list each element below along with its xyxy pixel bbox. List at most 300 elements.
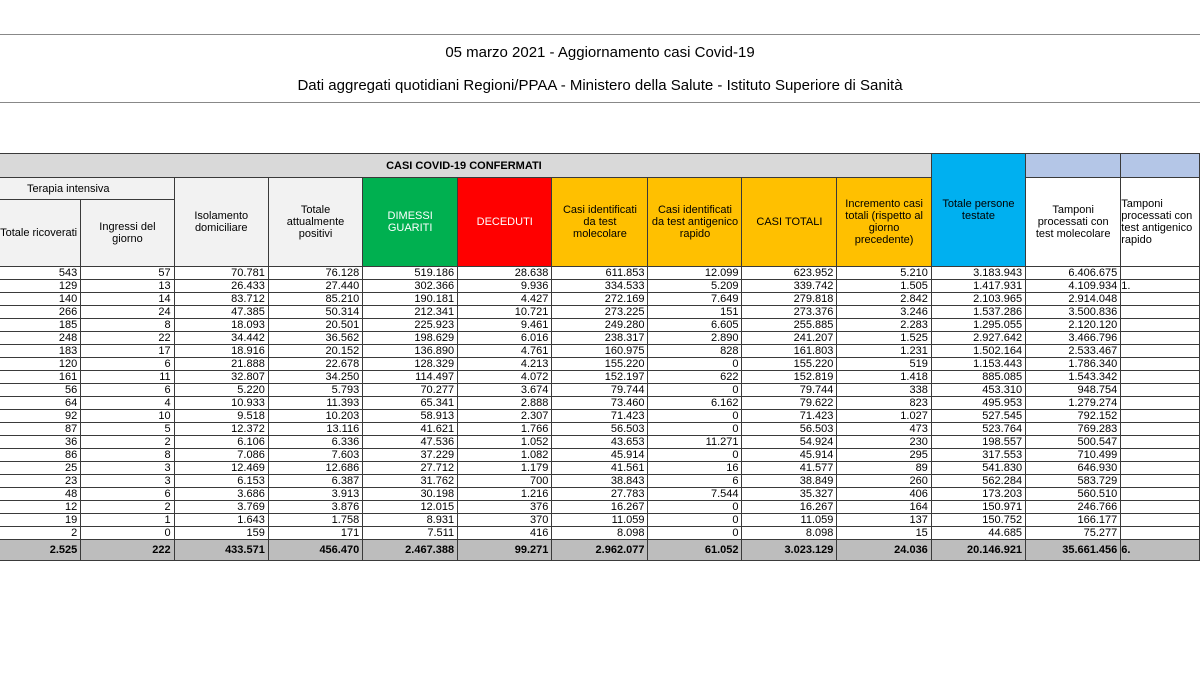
- table-cell: 519: [837, 358, 931, 371]
- table-cell: 43.653: [552, 436, 648, 449]
- table-cell: 12.099: [648, 267, 742, 280]
- table-row: [0, 475, 1200, 488]
- table-cell: 6.016: [458, 332, 552, 345]
- table-cell: 527.545: [931, 410, 1025, 423]
- total-cell: 222: [81, 540, 174, 561]
- table-cell: 5: [81, 423, 174, 436]
- blank-header-12: [1121, 154, 1200, 178]
- table-cell: 19: [0, 514, 81, 527]
- total-cell: 3.023.129: [742, 540, 837, 561]
- total-cell: 2.467.388: [363, 540, 458, 561]
- table-row: [0, 423, 1200, 436]
- table-cell: 3.674: [458, 384, 552, 397]
- table-cell: 370: [458, 514, 552, 527]
- table-cell: 8: [81, 449, 174, 462]
- table-cell: 56: [0, 384, 81, 397]
- table-cell: 21.888: [174, 358, 268, 371]
- table-cell: 541.830: [931, 462, 1025, 475]
- table-cell: 173.203: [931, 488, 1025, 501]
- table-cell: 11.271: [648, 436, 742, 449]
- col-header-dimessi-guariti: DIMESSI GUARITI: [363, 178, 458, 267]
- table-cell: 4.761: [458, 345, 552, 358]
- table-cell: 24: [81, 306, 174, 319]
- table-row: [0, 306, 1200, 319]
- table-cell: 12.686: [268, 462, 362, 475]
- table-cell: 2.888: [458, 397, 552, 410]
- table-cell: 4.427: [458, 293, 552, 306]
- table-cell: 885.085: [931, 371, 1025, 384]
- table-cell: 171: [268, 527, 362, 540]
- table-cell: 164: [837, 501, 931, 514]
- table-cell: 230: [837, 436, 931, 449]
- table-cell: 26.433: [174, 280, 268, 293]
- table-cell: 25: [0, 462, 81, 475]
- table-cell: 10.933: [174, 397, 268, 410]
- table-cell: 1.758: [268, 514, 362, 527]
- table-cell: [1121, 267, 1200, 280]
- table-cell: 58.913: [363, 410, 458, 423]
- table-cell: 700: [458, 475, 552, 488]
- table-cell: 279.818: [742, 293, 837, 306]
- table-cell: [1121, 306, 1200, 319]
- table-cell: 16: [648, 462, 742, 475]
- table-cell: 646.930: [1026, 462, 1121, 475]
- table-cell: 8.098: [552, 527, 648, 540]
- total-cell: 2.962.077: [552, 540, 648, 561]
- table-cell: 2.914.048: [1026, 293, 1121, 306]
- table-cell: 10.721: [458, 306, 552, 319]
- table-cell: 3.876: [268, 501, 362, 514]
- col-header-tamponi-antigenico: Tamponi processati con test antigenico rapido: [1121, 178, 1200, 267]
- table-row: [0, 449, 1200, 462]
- table-cell: 128.329: [363, 358, 458, 371]
- table-cell: 17: [81, 345, 174, 358]
- table-row: [0, 358, 1200, 371]
- table-cell: [1121, 449, 1200, 462]
- table-cell: 1.502.164: [931, 345, 1025, 358]
- table-cell: 225.923: [363, 319, 458, 332]
- table-cell: 11.059: [552, 514, 648, 527]
- table-row: [0, 527, 1200, 540]
- table-cell: 4: [81, 397, 174, 410]
- table-cell: 823: [837, 397, 931, 410]
- table-cell: 2.120.120: [1026, 319, 1121, 332]
- table-cell: 45.914: [552, 449, 648, 462]
- table-cell: 6.406.675: [1026, 267, 1121, 280]
- table-cell: 23: [0, 475, 81, 488]
- table-cell: 18.093: [174, 319, 268, 332]
- table-cell: 75.277: [1026, 527, 1121, 540]
- table-cell: 27.712: [363, 462, 458, 475]
- table-cell: 11: [81, 371, 174, 384]
- table-cell: 11.059: [742, 514, 837, 527]
- col-header-deceduti: DECEDUTI: [458, 178, 552, 267]
- table-cell: 28.638: [458, 267, 552, 280]
- table-cell: 2: [81, 501, 174, 514]
- table-cell: [1121, 293, 1200, 306]
- table-cell: 79.622: [742, 397, 837, 410]
- table-cell: 376: [458, 501, 552, 514]
- table-cell: 1.418: [837, 371, 931, 384]
- table-cell: 7.511: [363, 527, 458, 540]
- table-cell: 56.503: [552, 423, 648, 436]
- table-cell: 114.497: [363, 371, 458, 384]
- totals-row: [0, 540, 1200, 561]
- table-cell: [1121, 514, 1200, 527]
- table-cell: 7.603: [268, 449, 362, 462]
- table-cell: 0: [648, 410, 742, 423]
- table-cell: 0: [81, 527, 174, 540]
- table-cell: 190.181: [363, 293, 458, 306]
- table-cell: 12.372: [174, 423, 268, 436]
- total-cell: 2.525: [0, 540, 81, 561]
- table-cell: 150.752: [931, 514, 1025, 527]
- table-cell: 155.220: [552, 358, 648, 371]
- table-cell: 87: [0, 423, 81, 436]
- table-cell: 560.510: [1026, 488, 1121, 501]
- table-cell: 8.931: [363, 514, 458, 527]
- table-cell: 1.417.931: [931, 280, 1025, 293]
- total-cell: 6.: [1121, 540, 1200, 561]
- table-cell: 500.547: [1026, 436, 1121, 449]
- table-cell: 13.116: [268, 423, 362, 436]
- table-cell: 2.890: [648, 332, 742, 345]
- table-cell: [1121, 527, 1200, 540]
- table-cell: 0: [648, 501, 742, 514]
- table-cell: 1.537.286: [931, 306, 1025, 319]
- table-cell: 1: [81, 514, 174, 527]
- table-row: [0, 332, 1200, 345]
- table-cell: 2.103.965: [931, 293, 1025, 306]
- table-cell: 7.086: [174, 449, 268, 462]
- table-cell: 3.500.836: [1026, 306, 1121, 319]
- table-cell: 160.975: [552, 345, 648, 358]
- table-cell: [1121, 397, 1200, 410]
- table-cell: [1121, 488, 1200, 501]
- table-cell: 1.543.342: [1026, 371, 1121, 384]
- table-cell: 255.885: [742, 319, 837, 332]
- table-cell: 70.277: [363, 384, 458, 397]
- table-cell: 1.525: [837, 332, 931, 345]
- table-cell: 120: [0, 358, 81, 371]
- total-cell: 433.571: [174, 540, 268, 561]
- col-header-isolamento: Isolamento domiciliare: [174, 178, 268, 267]
- table-cell: 273.376: [742, 306, 837, 319]
- table-cell: 71.423: [552, 410, 648, 423]
- table-cell: 2.283: [837, 319, 931, 332]
- table-cell: [1121, 358, 1200, 371]
- col-header-attualmente-positivi: Totale attualmente positivi: [268, 178, 362, 267]
- table-cell: 9.518: [174, 410, 268, 423]
- table-cell: 1.231: [837, 345, 931, 358]
- table-row: [0, 371, 1200, 384]
- table-cell: 3.686: [174, 488, 268, 501]
- table-cell: 11.393: [268, 397, 362, 410]
- table-cell: 70.781: [174, 267, 268, 280]
- table-cell: 73.460: [552, 397, 648, 410]
- table-cell: 7.544: [648, 488, 742, 501]
- table-cell: 16.267: [552, 501, 648, 514]
- table-cell: 6: [648, 475, 742, 488]
- table-cell: 7.649: [648, 293, 742, 306]
- table-cell: [1121, 436, 1200, 449]
- col-header-tamponi-molecolare: Tamponi processati con test molecolare: [1026, 178, 1121, 267]
- table-cell: 85.210: [268, 293, 362, 306]
- table-cell: 155.220: [742, 358, 837, 371]
- table-cell: 14: [81, 293, 174, 306]
- table-cell: 5.209: [648, 280, 742, 293]
- table-row: [0, 280, 1200, 293]
- table-cell: 8.098: [742, 527, 837, 540]
- table-cell: 416: [458, 527, 552, 540]
- col-header-totale-ricoverati: Totale ricoverati: [0, 200, 81, 267]
- header-rule: [0, 102, 1200, 103]
- table-cell: 248: [0, 332, 81, 345]
- table-cell: 10.203: [268, 410, 362, 423]
- table-cell: 27.440: [268, 280, 362, 293]
- table-cell: 0: [648, 514, 742, 527]
- table-cell: 89: [837, 462, 931, 475]
- table-cell: 183: [0, 345, 81, 358]
- table-cell: 10: [81, 410, 174, 423]
- table-cell: 9.461: [458, 319, 552, 332]
- table-cell: 198.629: [363, 332, 458, 345]
- table-cell: 3.769: [174, 501, 268, 514]
- table-row: [0, 384, 1200, 397]
- table-cell: 3.913: [268, 488, 362, 501]
- table-cell: 260: [837, 475, 931, 488]
- table-cell: 0: [648, 384, 742, 397]
- table-cell: 1.766: [458, 423, 552, 436]
- table-cell: 6.387: [268, 475, 362, 488]
- table-cell: 212.341: [363, 306, 458, 319]
- table-cell: 5.220: [174, 384, 268, 397]
- table-cell: 3.246: [837, 306, 931, 319]
- table-cell: 710.499: [1026, 449, 1121, 462]
- table-cell: 79.744: [742, 384, 837, 397]
- table-cell: 152.197: [552, 371, 648, 384]
- table-cell: 1.: [1121, 280, 1200, 293]
- table-cell: 519.186: [363, 267, 458, 280]
- table-cell: 159: [174, 527, 268, 540]
- table-cell: 266: [0, 306, 81, 319]
- table-cell: 6: [81, 358, 174, 371]
- table-cell: 38.849: [742, 475, 837, 488]
- total-cell: 61.052: [648, 540, 742, 561]
- table-cell: 5.210: [837, 267, 931, 280]
- table-cell: 3.466.796: [1026, 332, 1121, 345]
- table-row: [0, 319, 1200, 332]
- table-cell: 64: [0, 397, 81, 410]
- table-cell: 338: [837, 384, 931, 397]
- table-cell: 12: [0, 501, 81, 514]
- page-subtitle: Dati aggregati quotidiani Regioni/PPAA - Ministero della Salute - Istituto Superiore di Sanità: [297, 77, 903, 94]
- table-cell: 3.183.943: [931, 267, 1025, 280]
- table-cell: [1121, 332, 1200, 345]
- total-cell: 99.271: [458, 540, 552, 561]
- table-cell: 136.890: [363, 345, 458, 358]
- col-header-test-molecolare: Casi identificati da test molecolare: [552, 178, 648, 267]
- table-cell: 1.216: [458, 488, 552, 501]
- table-cell: 36: [0, 436, 81, 449]
- table-cell: [1121, 501, 1200, 514]
- table-cell: [1121, 423, 1200, 436]
- table-cell: 9.936: [458, 280, 552, 293]
- table-cell: 238.317: [552, 332, 648, 345]
- table-cell: 41.561: [552, 462, 648, 475]
- table-cell: 948.754: [1026, 384, 1121, 397]
- table-row: [0, 345, 1200, 358]
- table-cell: [1121, 462, 1200, 475]
- table-cell: 2.927.642: [931, 332, 1025, 345]
- table-cell: 140: [0, 293, 81, 306]
- table-cell: 198.557: [931, 436, 1025, 449]
- table-cell: 27.783: [552, 488, 648, 501]
- table-cell: 334.533: [552, 280, 648, 293]
- table-cell: 50.314: [268, 306, 362, 319]
- col-header-ingressi: Ingressi del giorno: [81, 200, 174, 267]
- table-cell: 2.533.467: [1026, 345, 1121, 358]
- table-cell: 20.501: [268, 319, 362, 332]
- table-cell: 622: [648, 371, 742, 384]
- table-cell: 1.643: [174, 514, 268, 527]
- table-cell: 246.766: [1026, 501, 1121, 514]
- table-cell: 47.536: [363, 436, 458, 449]
- table-cell: 1.153.443: [931, 358, 1025, 371]
- table-cell: 273.225: [552, 306, 648, 319]
- table-cell: 30.198: [363, 488, 458, 501]
- table-cell: 6.162: [648, 397, 742, 410]
- table-cell: 47.385: [174, 306, 268, 319]
- table-cell: 56.503: [742, 423, 837, 436]
- table-cell: 32.807: [174, 371, 268, 384]
- table-cell: 129: [0, 280, 81, 293]
- table-cell: 3: [81, 462, 174, 475]
- table-cell: 0: [648, 423, 742, 436]
- table-cell: 611.853: [552, 267, 648, 280]
- table-row: [0, 501, 1200, 514]
- table-cell: 769.283: [1026, 423, 1121, 436]
- table-cell: 0: [648, 358, 742, 371]
- table-cell: 583.729: [1026, 475, 1121, 488]
- table-cell: 76.128: [268, 267, 362, 280]
- table-cell: 151: [648, 306, 742, 319]
- table-cell: 4.109.934: [1026, 280, 1121, 293]
- table-cell: 12.469: [174, 462, 268, 475]
- table-cell: 2: [0, 527, 81, 540]
- table-cell: 1.279.274: [1026, 397, 1121, 410]
- table-cell: 92: [0, 410, 81, 423]
- table-cell: 8: [81, 319, 174, 332]
- table-cell: [1121, 319, 1200, 332]
- table-row: [0, 436, 1200, 449]
- table-cell: 83.712: [174, 293, 268, 306]
- table-cell: 5.793: [268, 384, 362, 397]
- total-cell: 20.146.921: [931, 540, 1025, 561]
- table-cell: 16.267: [742, 501, 837, 514]
- table-cell: 272.169: [552, 293, 648, 306]
- table-cell: 2.307: [458, 410, 552, 423]
- col-header-casi-totali: CASI TOTALI: [742, 178, 837, 267]
- table-cell: 562.284: [931, 475, 1025, 488]
- table-cell: 3: [81, 475, 174, 488]
- table-cell: 1.027: [837, 410, 931, 423]
- table-cell: 41.621: [363, 423, 458, 436]
- table-cell: 453.310: [931, 384, 1025, 397]
- table-cell: 20.152: [268, 345, 362, 358]
- table-cell: 12.015: [363, 501, 458, 514]
- table-cell: 1.179: [458, 462, 552, 475]
- table-cell: 37.229: [363, 449, 458, 462]
- table-cell: 86: [0, 449, 81, 462]
- table-cell: 65.341: [363, 397, 458, 410]
- table-cell: [1121, 475, 1200, 488]
- table-cell: [1121, 410, 1200, 423]
- table-cell: 249.280: [552, 319, 648, 332]
- table-cell: [1121, 345, 1200, 358]
- table-cell: 185: [0, 319, 81, 332]
- table-cell: 38.843: [552, 475, 648, 488]
- table-row: [0, 397, 1200, 410]
- table-cell: 1.786.340: [1026, 358, 1121, 371]
- table-cell: 241.207: [742, 332, 837, 345]
- table-cell: 1.295.055: [931, 319, 1025, 332]
- table-cell: 406: [837, 488, 931, 501]
- table-cell: 295: [837, 449, 931, 462]
- table-cell: 4.213: [458, 358, 552, 371]
- table-cell: 1.052: [458, 436, 552, 449]
- table-cell: 22: [81, 332, 174, 345]
- table-cell: 71.423: [742, 410, 837, 423]
- table-cell: 792.152: [1026, 410, 1121, 423]
- page-title: 05 marzo 2021 - Aggiornamento casi Covid-19: [445, 44, 755, 61]
- table-cell: 2.842: [837, 293, 931, 306]
- col-header-test-antigenico: Casi identificati da test antigenico rapido: [648, 178, 742, 267]
- col-header-incremento: Incremento casi totali (rispetto al giorno precedente): [837, 178, 931, 267]
- table-cell: 523.764: [931, 423, 1025, 436]
- table-cell: 44.685: [931, 527, 1025, 540]
- table-cell: 623.952: [742, 267, 837, 280]
- table-cell: 41.577: [742, 462, 837, 475]
- table-cell: 152.819: [742, 371, 837, 384]
- top-rule: [0, 34, 1200, 35]
- table-cell: 0: [648, 449, 742, 462]
- table-row: [0, 488, 1200, 501]
- blank-header-11: [1026, 154, 1121, 178]
- total-cell: 456.470: [268, 540, 362, 561]
- total-cell: 24.036: [837, 540, 931, 561]
- table-cell: 317.553: [931, 449, 1025, 462]
- table-cell: 161.803: [742, 345, 837, 358]
- group-header: CASI COVID-19 CONFERMATI: [0, 154, 931, 178]
- table-cell: 495.953: [931, 397, 1025, 410]
- table-cell: 828: [648, 345, 742, 358]
- table-row: [0, 410, 1200, 423]
- table-cell: 18.916: [174, 345, 268, 358]
- table-cell: 6: [81, 488, 174, 501]
- table-cell: 166.177: [1026, 514, 1121, 527]
- table-row: [0, 514, 1200, 527]
- table-cell: 1.082: [458, 449, 552, 462]
- total-cell: 35.661.456: [1026, 540, 1121, 561]
- table-cell: 34.442: [174, 332, 268, 345]
- table-cell: 150.971: [931, 501, 1025, 514]
- table-cell: 6.106: [174, 436, 268, 449]
- table-cell: 6.336: [268, 436, 362, 449]
- col-header-persone-testate: Totale persone testate: [931, 154, 1025, 267]
- table-cell: 2: [81, 436, 174, 449]
- table-cell: 45.914: [742, 449, 837, 462]
